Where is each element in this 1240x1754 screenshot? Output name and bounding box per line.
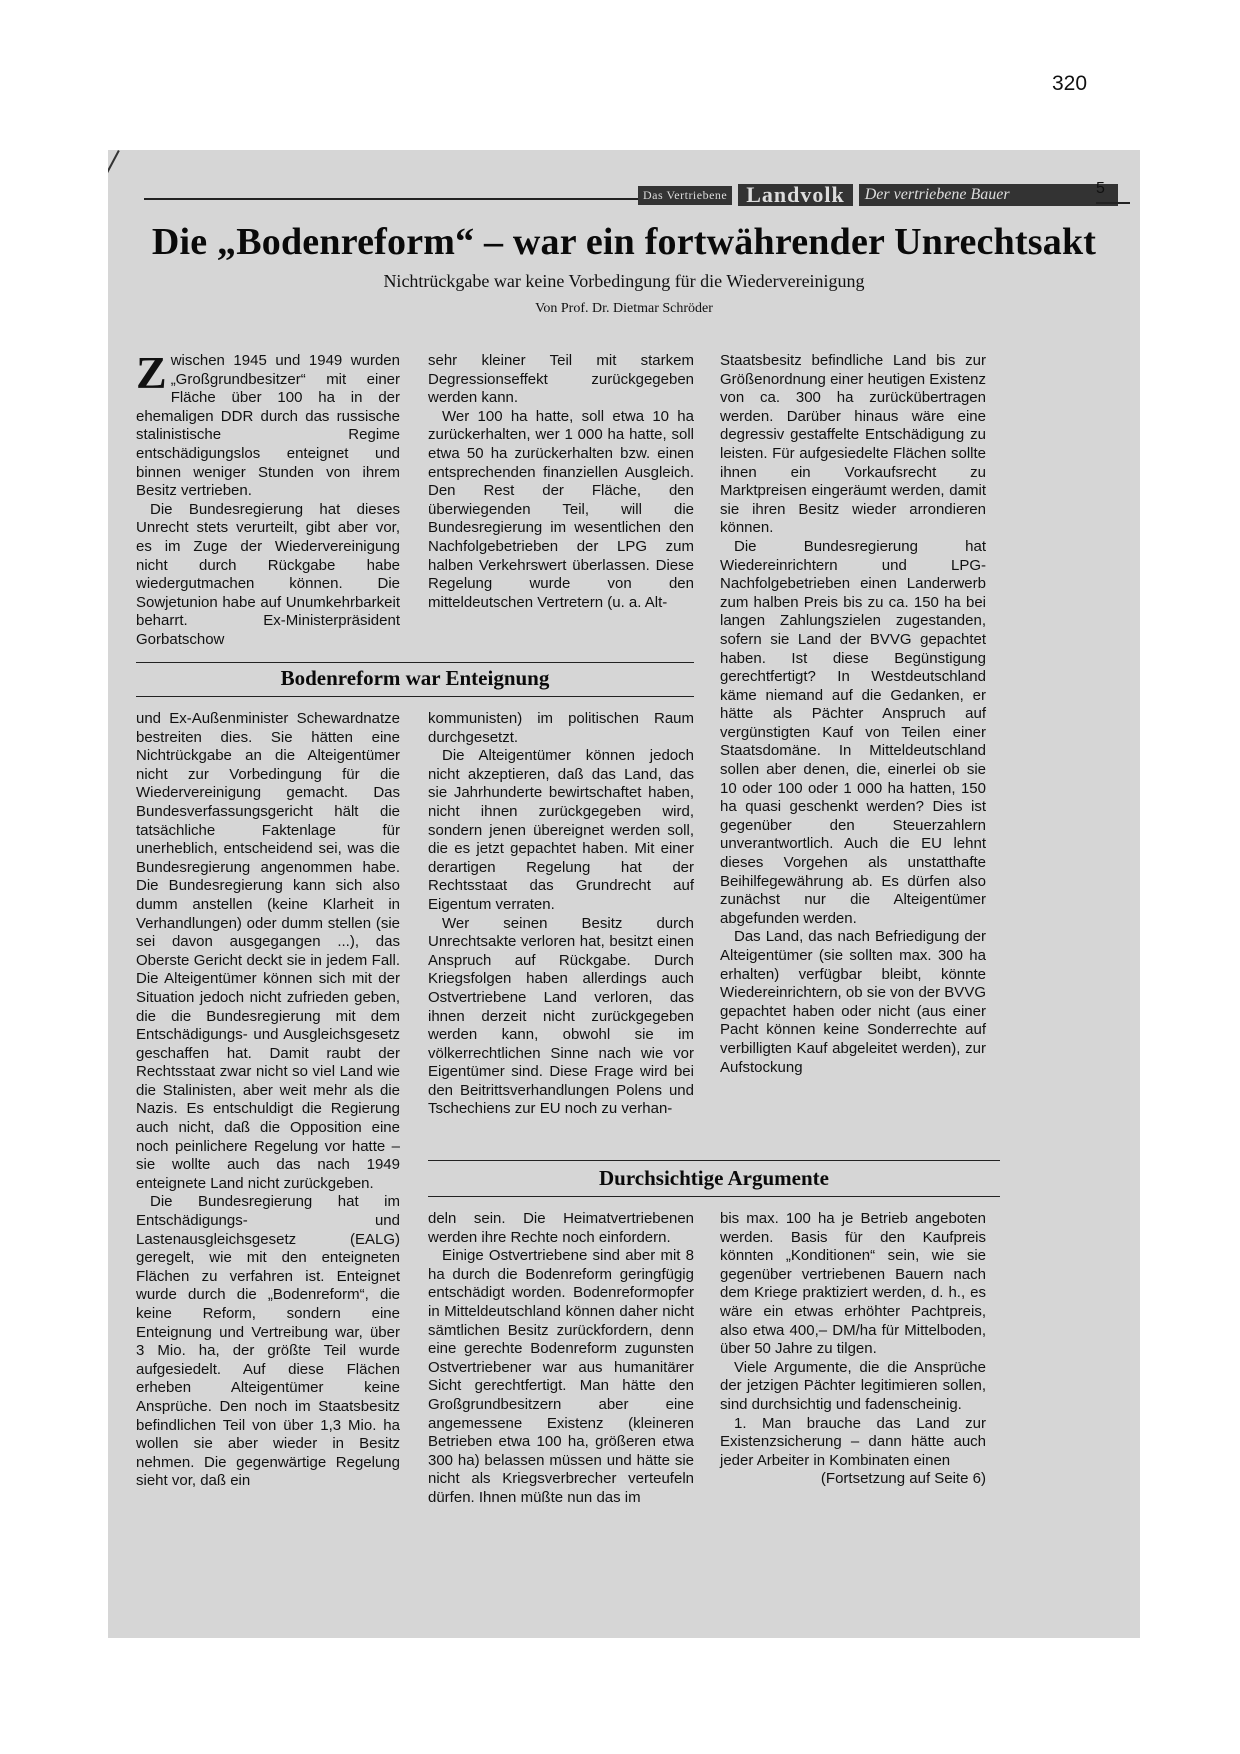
issue-page-rule xyxy=(1096,202,1130,204)
text-block-1 xyxy=(136,347,400,650)
paragraph: Die Bundesregierung hat Wiedereinrichtern und LPG-Nachfolgebetrieben einen Landerwerb zum halben Preis bis zu ca. 150 ha bei langen Zahlungszielen zugestanden, sofern sie Land der BVVG gepachtet haben. Ist diese Begünstigung gerechtfertigt? In Westdeutschland käme niemand auf die Gedanken, er hätte als Pächter Anspruch auf vergünstigten Kauf von Teilen einer Staatsdomäne. In Mitteldeutschland sollen aber denen, die, einerlei ob sie 10 oder 100 oder 1 000 ha hatten, 150 ha quasi geschenkt werden? Dies ist gegenüber den Steuerzahlern unverantwortlich. Auch die EU lehnt dieses Vorgehen als unstatthafte Beihilfegewährung ab. Es dürfen also zunächst nur die Alteigentümer abgefunden werden. xyxy=(720,537,986,927)
masthead-small: Das Vertriebene xyxy=(638,186,732,205)
paragraph: Das Land, das nach Befriedigung der Alteigentümer (sie sollten max. 300 ha erhalten) verfügbar bleibt, könnte Wiedereinrichtern, ob sie von der BVVG gepachtet haben oder nicht (aus einer Pacht können keine Sonderrechte auf verbilligten Kauf abgeleitet werden), zur Aufstockung xyxy=(720,928,986,1076)
paragraph: Die Bundesregierung hat im Entschädigungs- und Lastenausgleichsgesetz (EALG) geregelt, wie mit den enteigneten Flächen zu verfahren ist. Enteignet wurde durch die „Bodenreform“, die keine Reform, sondern eine Enteignung und Vertreibung war, über 3 Mio. ha, der größte Teil wurde aufgesiedelt. Auf diese Flächen erheben Alteigentümer keine Ansprüche. Den noch im Staatsbesitz befindlichen Teil von über 1,3 Mio. ha wollen sie aber wieder in Besitz nehmen. Die gegenwärtige Regelung sieht vor, daß ein xyxy=(136,1193,400,1490)
paragraph: und Ex-Außenminister Schewardnatze bestreiten dies. Sie hätten eine Nichtrückgabe an die Alteigentümer nicht zur Vorbedingung für die Wiedervereinigung gemacht. Das Bundesverfassungsgericht hält die tatsächliche Faktenlage für unerheblich, entscheidend sei, was die Bundesregierung angenommen habe. Die Bundesregierung kann sich also dumm anstellen (keine Klarheit in Verhandlungen) oder dumm stellen (sie sei davon ausgegangen ...), das Oberste Gericht deckt sie in jedem Fall. Die Alteigentümer können sich mit der Situation jedoch nicht zufrieden geben, die die Bundesregierung mit dem Entschädigungs- und Ausgleichsgesetz geschaffen hat. Damit raubt der Rechtsstaat zwar nicht so viel Land wie die Stalinisten, aber weit mehr als die Nazis. Es entschuldigt die Regierung auch nicht, daß die Opposition eine noch peinlichere Regelung vor hatte – sie wollte auch das nach 1949 enteignete Land nicht zurückgeben. xyxy=(136,710,400,1192)
text-block-6 xyxy=(428,1210,694,1508)
section-title: Bodenreform war Enteignung xyxy=(280,666,550,690)
text-block-2 xyxy=(428,352,694,612)
paragraph: Viele Argumente, die die Ansprüche der jetzigen Pächter legitimieren sollen, sind durchsichtig und fadenscheinig. xyxy=(720,1358,986,1413)
text-block-7 xyxy=(720,1210,986,1489)
section-rule-top xyxy=(136,662,694,663)
paragraph: sehr kleiner Teil mit starkem Degressionseffekt zurückgegeben werden kann. xyxy=(428,352,694,407)
section-title: Durchsichtige Argumente xyxy=(598,1166,829,1190)
paragraph: kommunisten) im politischen Raum durchgesetzt. xyxy=(428,710,694,746)
pen-mark xyxy=(108,150,120,206)
paragraph: Wer seinen Besitz durch Unrechtsakte verloren hat, besitzt einen Anspruch auf Rückgabe. Durch Kriegsfolgen haben allerdings auch Ostvertriebene Land verloren, das ihnen derzeit nicht zurückgegeben werden kann, obwohl sie im völkerrechtlichen Sinne nach wie vor Eigentümer sind. Diese Frage wird bei den Beitrittsverhandlungen Polens und Tschechiens zur EU noch zu verhan- xyxy=(428,914,694,1118)
paragraph: Die Bundesregierung hat dieses Unrecht stets verurteilt, gibt aber vor, es im Zuge der Wiedervereinigung nicht durch Rückgabe habe wiedergutmachen können. Die Sowjetunion habe auf Unumkehrbarkeit beharrt. Ex-Ministerpräsident Gorbatschow xyxy=(136,500,400,648)
article-author: Von Prof. Dr. Dietmar Schröder xyxy=(535,301,713,316)
section-rule-bottom xyxy=(136,696,694,697)
continuation-note: (Fortsetzung auf Seite 6) xyxy=(820,1470,986,1488)
masthead-rule xyxy=(144,198,692,200)
section-rule-bottom xyxy=(428,1196,1000,1197)
text-block-5 xyxy=(428,710,694,1119)
article-headline: Die „Bodenreform“ – war ein fortwährender Unrechtsakt xyxy=(151,221,1097,263)
paragraph: deln sein. Die Heimatvertriebenen werden ihre Rechte noch einfordern. xyxy=(428,1210,694,1246)
paragraph: 1. Man brauche das Land zur Existenzsicherung – dann hätte auch jeder Arbeiter in Kombinaten einen xyxy=(720,1414,986,1469)
text-block-3 xyxy=(720,352,986,1077)
paragraph: Staatsbesitz befindliche Land bis zur Größenordnung einer heutigen Existenz von ca. 300 ha zurückübertragen werden. Darüber hinaus wäre eine degressiv gestaffelte Entschädigung zu leisten. Für aufgesiedelte Flächen sollte ihnen ein Vorkaufsrecht zu Marktpreisen eingeräumt werden, damit sie ihren Besitz wieder arrondieren können. xyxy=(720,352,987,537)
masthead xyxy=(638,184,1118,206)
paragraph: Einige Ostvertriebene sind aber mit 8 ha durch die Bodenreform geringfügig entschädigt worden. Bodenreformopfer in Mitteldeutschland können daher nicht sämtlichen Besitz zurückfordern, denn eine gerechte Bodenreform zugunsten Ostvertriebener war aus humanitärer Sicht gerechtfertigt. Man hätte den Großgrundbesitzern aber eine angemessene Existenz (kleineren Betrieben etwa 100 ha, größeren etwa 300 ha) belassen müssen und hätte sie nicht als Kriegsverbrecher verteufeln dürfen. Ihnen müßte nun das im xyxy=(428,1247,694,1506)
article-subline: Nichtrückgabe war keine Vorbedingung für die Wiedervereinigung xyxy=(383,271,865,291)
masthead-title: Landvolk xyxy=(738,184,853,206)
paragraph: Die Alteigentümer können jedoch nicht akzeptieren, daß das Land, das sie Jahrhunderte bewirtschaftet haben, nicht ihnen zurückgegeben wird, sondern jenen übereignet werden soll, die es jetzt gepachtet haben. Mit einer derartigen Regelung hat der Rechtsstaat das Grundrecht auf Eigentum verraten. xyxy=(428,747,694,913)
issue-page-number: 5 xyxy=(1096,180,1105,197)
text-block-4 xyxy=(136,710,400,1491)
drop-cap: Z xyxy=(136,347,167,398)
section-rule-top xyxy=(428,1160,1000,1161)
masthead-subtitle: Der vertriebene Bauer xyxy=(859,184,1118,206)
paragraph: Wer 100 ha hatte, soll etwa 10 ha zurückerhalten, wer 1 000 ha hatte, soll etwa 50 ha zurückerhalten bzw. einen entsprechenden finanziellen Ausgleich. Den Rest der Fläche, den überwiegenden Teil, will die Bundesregierung im wesentlichen den Nachfolgebetrieben der LPG zum halben Verkehrswert überlassen. Diese Regelung wurde von den mitteldeutschen Vertretern (u. a. Alt- xyxy=(428,407,694,611)
paragraph: wischen 1945 und 1949 wurden „Großgrundbesitzer“ mit einer Fläche über 100 ha in der ehemaligen DDR durch das russische stalinistische Regime entschädigungslos enteignet und binnen weniger Stunden von ihrem Besitz vertrieben. xyxy=(136,352,400,500)
newspaper-clipping xyxy=(108,150,1140,1638)
page-number: 320 xyxy=(1052,72,1088,95)
paragraph: bis max. 100 ha je Betrieb angeboten werden. Basis für den Kaufpreis könnten „Konditionen“ sein, wie sie gegenüber vertriebenen Bauern nach dem Kriege praktiziert werden, d. h., es wäre ein etwas erhöhter Pachtpreis, also etwa 400,– DM/ha für Mittelboden, über 50 Jahre zu tilgen. xyxy=(720,1210,986,1358)
